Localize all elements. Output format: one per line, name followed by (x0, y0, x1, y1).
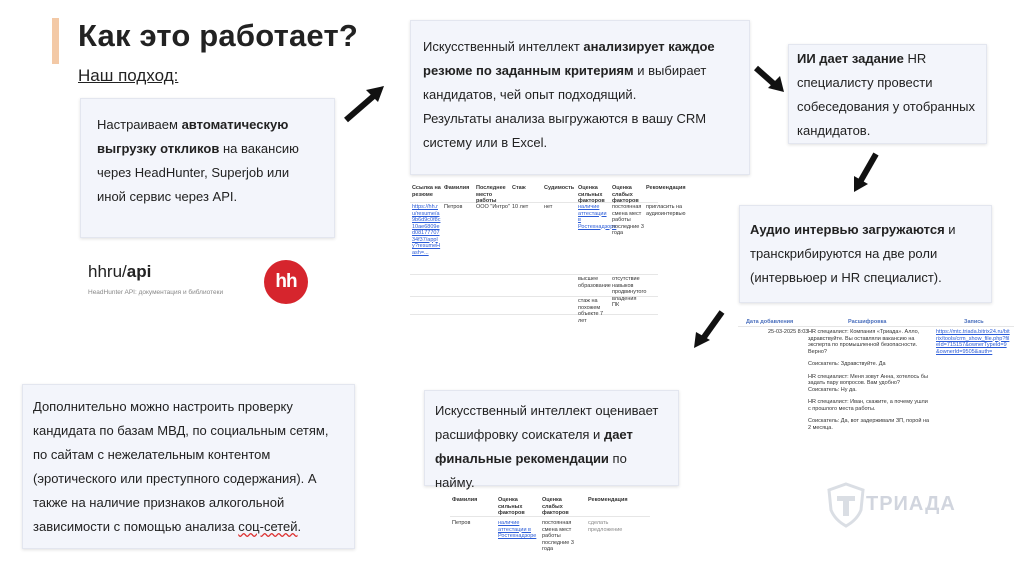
table-header: Запись (964, 319, 984, 325)
arrow-down-right-icon (752, 62, 788, 96)
transcript-table (738, 316, 1014, 434)
card-bold-text: автоматическую выгрузку откликов (97, 117, 289, 156)
table-cell: отсутствие навыков продвинутого владения ПК (612, 276, 647, 308)
table-cell: 25-03-2025 8:03 (768, 329, 809, 335)
table-header: Судимость (544, 185, 575, 191)
transcript-line: HR специалист: Компания «Триада». Алло, здравствуйте. Вы оставляли вакансию на эксперта по промышленной безопасности. Верно? (808, 329, 920, 355)
card-text: Искусственный интеллект (423, 39, 584, 54)
table-cell: постоянная смена мест работы последние 3 года (542, 520, 574, 552)
card-text: и транскрибируются на две роли (интервьюер и HR специалист). (750, 222, 956, 285)
card-text: на вакансию через HeadHunter, Superjob или иной сервис через API. (97, 141, 299, 204)
arrow-up-right-icon (340, 82, 390, 127)
table-cell: высшее образование (578, 276, 611, 289)
hh-api-caption: HeadHunter API: документация и библиотеки (88, 289, 224, 296)
table-header: Рекомендация (588, 497, 628, 503)
table-cell: наличие аттестации в Ростехнадзоре (578, 204, 617, 230)
triada-watermark: ТРИАДА (866, 493, 956, 515)
card-underlined-text: соц-сетей (238, 519, 298, 534)
transcript-line: Соискатель: Да, вот задерживали ЗП, порой на 2 месяца. (808, 418, 930, 431)
card-text: . (297, 519, 302, 534)
table-cell: ООО "Интро" (476, 204, 510, 210)
table-header: Фамилия (452, 497, 478, 503)
table-cell: нет (544, 204, 553, 210)
table-header: Рекомендация (646, 185, 686, 191)
table-header: Дата добавления (746, 319, 794, 325)
page-title: Как это работает? (78, 18, 358, 53)
table-header: Расшифровка (848, 319, 887, 325)
table-cell: наличие аттестации в Ростехнадзоре (498, 520, 537, 539)
arrow-down-left-icon (846, 150, 882, 196)
table-header: Последнее место работы (476, 185, 506, 204)
transcript-line: HR специалист: Иван, скажите, а почему ушли с прошлого места работы. (808, 399, 928, 412)
table-cell: пригласить на аудиоинтервью (646, 204, 686, 217)
step-card-audio (739, 205, 992, 303)
card-text: Результаты анализа выгружаются в вашу CRM систему или в Excel. (423, 111, 707, 150)
table-header: Оценка слабых факторов (612, 185, 639, 204)
table-header: Оценка слабых факторов (542, 497, 569, 516)
recording-link[interactable]: https://mtc.triada.bitrix24.ru/bitrix/tools/crm_show_file.php?fileId=715157&ownerTypeId=9&ownerId=9505&auth= (936, 329, 1010, 355)
arrow-down-left-icon (688, 308, 728, 352)
card-text: Настраиваем (97, 117, 182, 132)
card-text: Искусственный интеллект оценивает расшифровку соискателя и (435, 403, 659, 442)
card-text: Дополнительно можно настроить проверку кандидата по базам МВД, по социальным сетям, по сайтам с нежелательным контентом (эротического или преступного содержания). А также на наличие признаков алкогольной зависимости с помощью анализа (33, 399, 329, 534)
table-cell: Петров (444, 204, 463, 210)
transcript-line: Соискатель: Ну да. (808, 386, 857, 393)
card-bold-text: анализирует каждое резюме по заданным критериям (423, 39, 715, 78)
hh-api-label: hhru/api (88, 262, 152, 281)
card-bold-text: дает финальные рекомендации (435, 427, 633, 466)
step-card-recommendation (424, 390, 679, 490)
card-bold-text: Аудио интервью загружаются (750, 222, 945, 237)
title-accent-bar (52, 18, 59, 64)
step-card-analysis (410, 20, 750, 175)
transcript-line: Соискатель: Здравствуйте. Да (808, 361, 886, 367)
card-text: и выбирает кандидатов, чей опыт подходящий. (423, 63, 707, 102)
resume-link[interactable]: https://hh.ru/resume/a9b6d9c0f8c10ae6809ed0817770734f37/apply?resumeHash=... (412, 204, 441, 256)
table-header: Стаж (512, 185, 526, 191)
table-cell: стаж на похожем объекте 7 лет (578, 298, 604, 324)
headhunter-logo: hh (264, 260, 308, 304)
table-cell: постоянная смена мест работы последние 3 года (612, 204, 644, 236)
card-text: HR специалисту провести собеседования у отобранных кандидатов. (797, 51, 975, 138)
resume-analysis-table (410, 182, 686, 324)
card-bold-text: ИИ дает задание (797, 51, 904, 66)
card-text: по найму. (435, 451, 627, 490)
table-cell: сделать предложение (588, 520, 623, 533)
page-subtitle: Наш подход: (78, 66, 179, 85)
step-card-upload (80, 98, 335, 238)
table-header: Фамилия (444, 185, 470, 191)
table-cell: 10 лет (512, 204, 529, 210)
table-header: Оценка сильных факторов (498, 497, 525, 516)
step-card-task (788, 44, 987, 144)
table-header: Оценка сильных факторов (578, 185, 605, 204)
note-card-checks (22, 384, 355, 549)
table-header: Ссылка на резюме (412, 185, 441, 198)
transcript-line: HR специалист: Меня зовут Анна, хотелось бы задать пару вопросов. Вам удобно? (808, 373, 928, 386)
table-cell: Петров (452, 520, 471, 526)
triada-shield-icon (826, 482, 866, 528)
recommendation-table (450, 494, 650, 564)
